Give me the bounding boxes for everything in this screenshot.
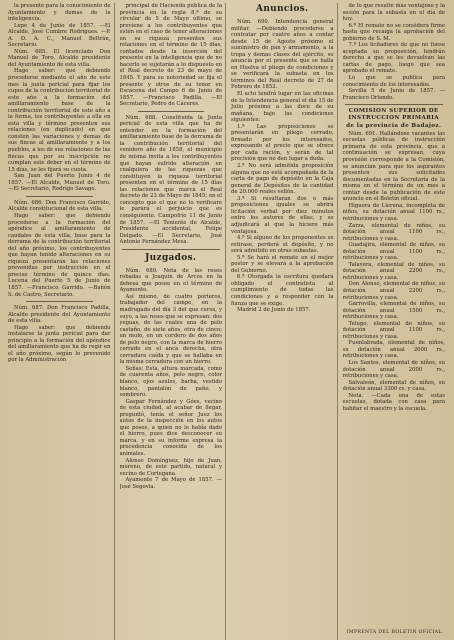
- article-paragraph: Salvaleón, elemental de niños, su dotación anual 3300 rs. y casa.: [342, 379, 445, 393]
- column-3: [231, 3, 338, 640]
- article-paragraph: Así mismo, de cuatro porteros, trabajador del campo, en la madrugada del día 3 del que cursa, y suyo, a las reses que se expresan: dos yeguas, de las cuales una de pelo castaño, de siete años, otra de cinco; un mulo, en un cordero de dos años de pelo negro, con la marca de hierro cerrado en el anca derecha, otra cerradura caída y que se hallaba en la misma cerradura con un hierro.: [119, 293, 222, 366]
- column-1: [8, 3, 115, 640]
- text-columns: [8, 3, 448, 640]
- article-paragraph: San Juan del Puerto Junio 4 de 1857. —El Alcalde, Manuel de Toro. —El Secretario, Rodrigo Savago.: [8, 173, 111, 193]
- separator-rule: [345, 104, 444, 105]
- article-paragraph: 6.ª Otorgada la escritura quedará obligado el contratista al cumplimiento de todas las condiciones y a responder con la fianza que se exige.: [231, 274, 334, 307]
- article-paragraph: Guadajira, elemental de niños, su dotación anual 1100 rs., retribuciones y casa.: [342, 242, 445, 262]
- column-4: [343, 3, 449, 640]
- article-paragraph: Don Alonso, elemental de niños, su dotación anual 2200 rs., retribuciones y casa.: [342, 281, 445, 301]
- separator-rule: [122, 249, 221, 250]
- article-paragraph: 2.ª No será admitida proposición alguna que no esté acompañada de la carta de pago de depósito en la Caja general de Depósitos de la cantidad de 20.000 reales vellón.: [231, 163, 334, 196]
- article-paragraph: Madrid 2 de Junio de 1857.: [237, 307, 311, 314]
- article-paragraph: Ayamonte 7 de Mayo de 1857. —José Segovia.: [119, 477, 222, 490]
- article-paragraph: Señas: Esta, altura marcada, como de cuarenta años, pelo negro, color blanco, ojos azules, barba, vestido blanco, pantalón de paño, y sombrero.: [119, 365, 222, 399]
- article-paragraph: Núm. 685. El licenciado Don Manuel de Toro, Alcalde presidente del Ayuntamiento de esta villa.: [8, 48, 111, 68]
- article-paragraph: Fuenlabrada, elemental de niños, su dotación anual 2000 rs., retribuciones y casa.: [342, 340, 445, 360]
- article-paragraph: Núm. 690. Intendencia general militar. —Debiendo procederse a contratar por cuatro años a contar desde 15 de Agosto próximo el suministro de pan y armamento, a la tropa y demas clases del ejército, se anuncia por el presente que se halla en Huelva el pliego de condiciones y se verificará la subasta en los términos del Real decreto de 27 de Febrero de 1852.: [231, 19, 334, 91]
- article-paragraph: Núm. 689. Nota de las reses robadas a Joaquin de Arcos en la dehesa que posee en el término de Ayamonte.: [119, 267, 222, 294]
- article-paragraph: principal de Hacienda pública de la provincia en la regla 8.ª de su circular de 5 de Mayo último, se previene a los contribuyentes que estén en el caso de tener alteraciones en su riqueza presenten sus relaciones en el término de 15 días, contados desde la inserción del presente en la inteligencia que de no hacerlo se sujetarán a lo dispuesto en el Real decreto de 23 de mayo de 1845. Y para su notoriedad se fija el presente y otros de su tenor en Escacena del Campo 6 de Junio de 1857. —Francisco Padilla. —El Secretario, Pedro de Cáceres.: [119, 3, 222, 108]
- article-paragraph: Alonso Domínguez, hijo de Juan, moreno, de este partido, natural y vecino de Cortegana.: [119, 457, 222, 477]
- article-paragraph: 1.ª Las proposiciones se presentarán en pliego cerrado, firmado por los interesados, expresando el precio que se ofrece por cada ración, y serán de tal precisión que no den lugar a duda.: [231, 123, 334, 163]
- article-paragraph: Zarza, elemental de niños, su dotación anual 1100 rs., retribuciones y casa.: [342, 222, 445, 242]
- column-2: [120, 3, 227, 640]
- article-paragraph: Hago saber: que debiendo instalarse la junta pericial para dar principio a la formación del apéndice del amillaramiento que ha de regir en el año próximo, según lo prevenido por la Administración: [8, 324, 111, 364]
- article-paragraph: 7.ª Los licitadores de que no fuese aceptada su proposición, tendrán derecho a que se les devuelvan las cartas de pago, luego que sea aprobado el remate.: [342, 42, 445, 75]
- article-paragraph: Garrovilla, elemental de niños, su dotación anual 1500 rs., retribuciones y casa.: [342, 301, 445, 321]
- article-paragraph: Gaspar Fernández y Góes, vecino de esta ciudad, al acabar de llegar, preguntó, tenía el señor Juez los autos de la inspección en los autos que posee, a quien no le había dado el hierro, pues dice desconocer su marca, y en su informe expresa la procedencia conocida de los animales.: [119, 398, 222, 457]
- article-paragraph: Telugo, elemental de niños, su dotación anual 1100 rs., retribuciones y casa.: [342, 320, 445, 340]
- article-paragraph: Sevilla 5 de Junio de 1857. —Francisco Orlando.: [342, 88, 445, 101]
- article-paragraph: Talavera, elemental de niños, su dotación anual 2200 rs., retribuciones y casa.: [342, 261, 445, 281]
- article-paragraph: Núm. 687. Don Francisco Padilla, Alcalde presidente del Ayuntamiento de esta villa.: [8, 305, 111, 325]
- article-paragraph: Lepe 4 de Junio de 1857. —El Alcalde, José Cumbre Rodrigues. —P. A. D. A. C., Manuel Beltrán, Secretario.: [8, 22, 111, 49]
- article-paragraph: 6.ª El remate no se considera firme hasta que recaiga la aprobación del gobierno de S. M.: [342, 22, 445, 42]
- article-paragraph: la presente para la conocimiento de Ayuntamiento y demas de la inteligencia.: [8, 3, 111, 23]
- article-paragraph: Lo que se publica para conocimiento de los interesados.: [342, 75, 445, 88]
- article-paragraph: Hago saber: que debiendo procederse a la formación del apéndice al amillaramiento de caudales de esta villa, base para la derrama de la contribución territorial del año próximo, los contribuyentes que hayan tenido alteraciones en su riqueza presentarán las relaciones prevenidas por instrucción en el preciso término de quince días. Lucena del Puerto 5 de Junio de 1857. —Francisco Garrido. —Bañón S. de Castro, Secretario.: [8, 212, 111, 298]
- section-heading: Juzgados.: [145, 252, 197, 263]
- separator-rule: [26, 301, 93, 302]
- article-paragraph: 4.ª Si alguno de los proponentes se retirase, perderá el depósito, y no será admitido en otras subastas.: [231, 235, 334, 255]
- article-paragraph: Núm. 691. Hallándose vacantes las escuelas públicas de instrucción primaria de esta provincia, que a continuación se expresan, cuya provisión corresponde a la Comisión, se anuncian para que los aspirantes presenten sus solicitudes documentadas en la Secretaría de la misma en el término de un mes a contar desde la publicación de este anuncio en el Boletín oficial.: [342, 130, 445, 203]
- article-paragraph: 5.ª Se hará el remate en el mejor postor y se elevará a la aprobación del Gobierno.: [231, 254, 334, 274]
- separator-rule: [26, 196, 93, 197]
- printer-imprint: IMPRENTA DEL BOLETIN OFICIAL.: [346, 630, 444, 636]
- separator-rule: [138, 111, 205, 112]
- article-paragraph: Nota. —Cada una de estas escuelas, dotada con casa para habitar el maestro y la escuela.: [342, 392, 445, 412]
- subheading: de la provincia de Badajoz.: [346, 123, 442, 130]
- article-paragraph: de lo que resulte más ventajoso y la sesión para la subasta en el día de hoy.: [342, 3, 445, 23]
- article-paragraph: Hago saber: que debiendo procederse mediante el año de este mes la junta pericial para fijar los cupos de la contribución territorial de este año a la formación del amillaramiento base de la contribución territorial de este año a la forma, los contribuyentes a ella en esta villa y término presenten sus relaciones (en duplicado) en que consten las variaciones y demas de sus fincas al amillaramiento y a los pueblos, a los de sus relaciones de las fincas que por su inscripción no cumplan este deber en el término de 15 días, se les fijará su cuota.: [8, 68, 111, 173]
- article-paragraph: 3.ª Si resultaran dos o más proposiciones iguales se abrirá licitación verbal por diez minutos entre los autores de ellas, y se adjudicará al que la hiciere más ventajosa.: [231, 195, 334, 235]
- article-paragraph: Núm. 686. Don Francisco Garrido, Alcalde constitucional de esta villa.: [8, 199, 111, 213]
- article-paragraph: Higuera de Llerena, incompleta de niños, su dotación anual 1100 rs., retribuciones y casa.: [342, 202, 445, 222]
- article-paragraph: Núm. 688. Constituida la Junta pericial de esta villa que ha de entender en la formación del amillaramiento base de la derrama de la contribución territorial del venidero año de 1858, el municipio de misma invita a los contribuyentes que hayan sufrido alteración en cualquiera de las riquezas que constituyen la riqueza territorial presenten en el término de 15 días las relaciones que marca el Real decreto de 23 de Mayo de 1845; en el concepto que el que no lo verificare le parará el perjuicio que es consiguiente. Campofrío 11 de Junio de 1857. —El Teniente de Alcalde, Presidente accidental, Felipe Delgado. —El Secretario, José Antonio Fernández Mesa.: [119, 114, 222, 246]
- article-paragraph: El acto tendrá lugar en las oficinas de la Intendencia general el dia 15 de Julio próximo a las doce de su mañana, bajo las condiciones siguientes:: [231, 91, 334, 124]
- section-heading: Anuncios.: [256, 4, 309, 14]
- article-paragraph: Los Santos, elemental de niños, su dotación anual 2000 rs., retribuciones y casa.: [342, 359, 445, 380]
- subheading: COMISION SUPERIOR DE INSTRUCCION PRIMARIA: [348, 108, 440, 121]
